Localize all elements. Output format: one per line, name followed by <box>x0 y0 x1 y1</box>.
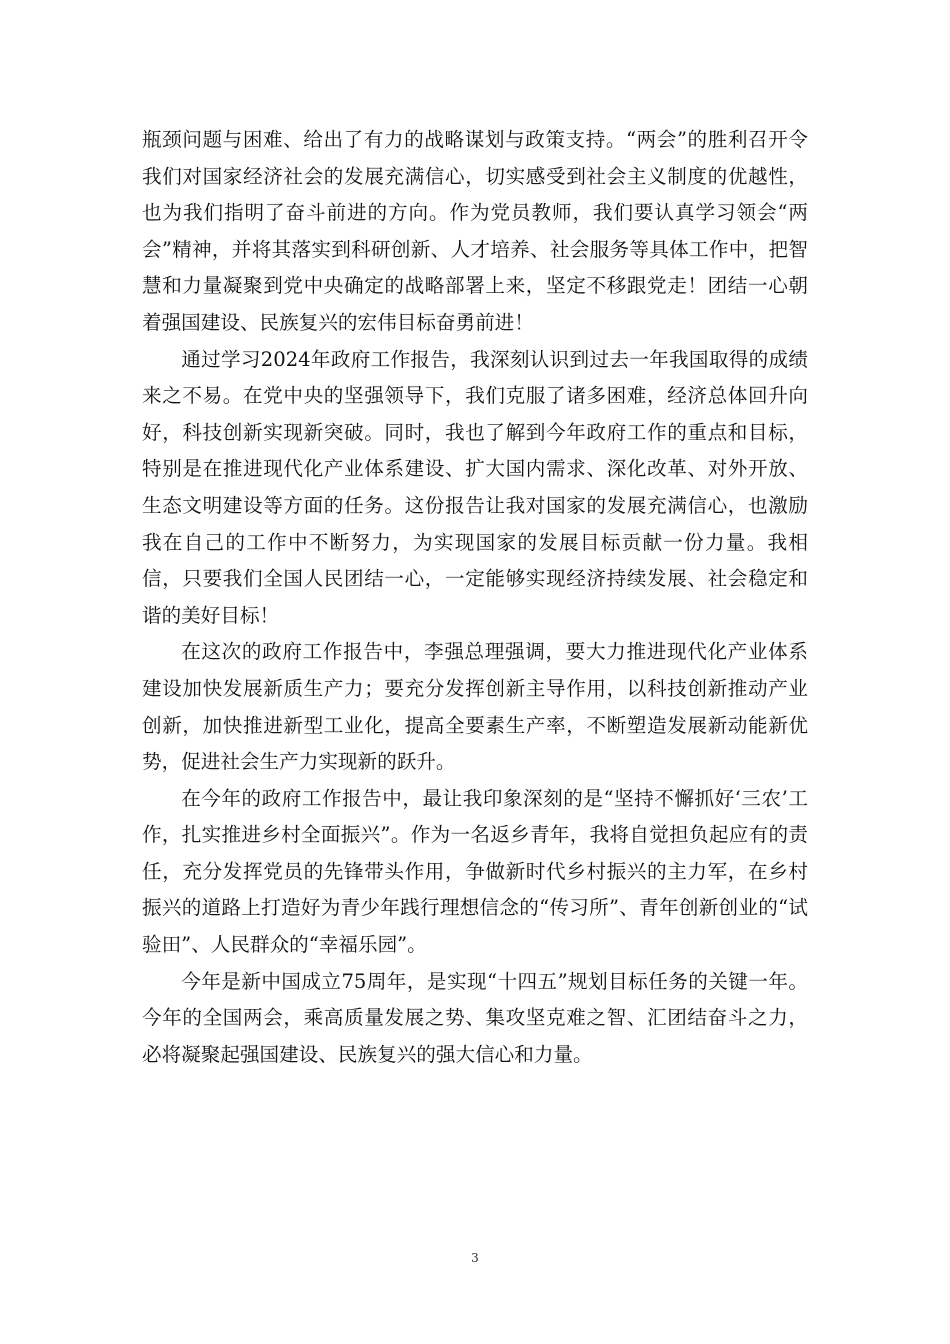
paragraph-rural-revitalization: 在今年的政府工作报告中，最让我印象深刻的是“坚持不懈抓好‘三农’工作，扎实推进乡村全面振兴”。作为一名返乡青年，我将自觉担负起应有的责任，充分发挥党员的先锋带头作用，争做新时代乡村振兴的主力军，在乡村振兴的道路上打造好为青少年践行理想信念的“传习所”、青年创新创业的“试验田”、人民群众的“幸福乐园”。 <box>142 786 808 957</box>
body-text <box>142 122 808 1073</box>
paragraph-75th-anniversary: 今年是新中国成立75周年，是实现“十四五”规划目标任务的关键一年。今年的全国两会，乘高质量发展之势、集攻坚克难之智、汇团结奋斗之力，必将凝聚起强国建设、民族复兴的强大信心和力量。 <box>142 969 808 1066</box>
paragraph-government-report-study: 通过学习2024年政府工作报告，我深刻认识到过去一年我国取得的成绩来之不易。在党中央的坚强领导下，我们克服了诸多困难，经济总体回升向好，科技创新实现新突破。同时，我也了解到今年政府工作的重点和目标，特别是在推进现代化产业体系建设、扩大国内需求、深化改革、对外开放、生态文明建设等方面的任务。这份报告让我对国家的发展充满信心，也激励我在自己的工作中不断努力，为实现国家的发展目标贡献一份力量。我相信，只要我们全国人民团结一心，一定能够实现经济持续发展、社会稳定和谐的美好目标！ <box>142 347 808 627</box>
page-number: 3 <box>471 1251 479 1265</box>
paragraph-continued: 瓶颈问题与困难、给出了有力的战略谋划与政策支持。“两会”的胜利召开令我们对国家经济社会的发展充满信心，切实感受到社会主义制度的优越性，也为我们指明了奋斗前进的方向。作为党员教师，我们要认真学习领会“两会”精神，并将其落实到科研创新、人才培养、社会服务等具体工作中，把智慧和力量凝聚到党中央确定的战略部署上来，坚定不移跟党走！团结一心朝着强国建设、民族复兴的宏伟目标奋勇前进！ <box>142 128 808 334</box>
paragraph-premier-emphasis: 在这次的政府工作报告中，李强总理强调，要大力推进现代化产业体系建设加快发展新质生产力；要充分发挥创新主导作用，以科技创新推动产业创新，加快推进新型工业化，提高全要素生产率，不断塑造发展新动能新优势，促进社会生产力实现新的跃升。 <box>142 640 808 774</box>
